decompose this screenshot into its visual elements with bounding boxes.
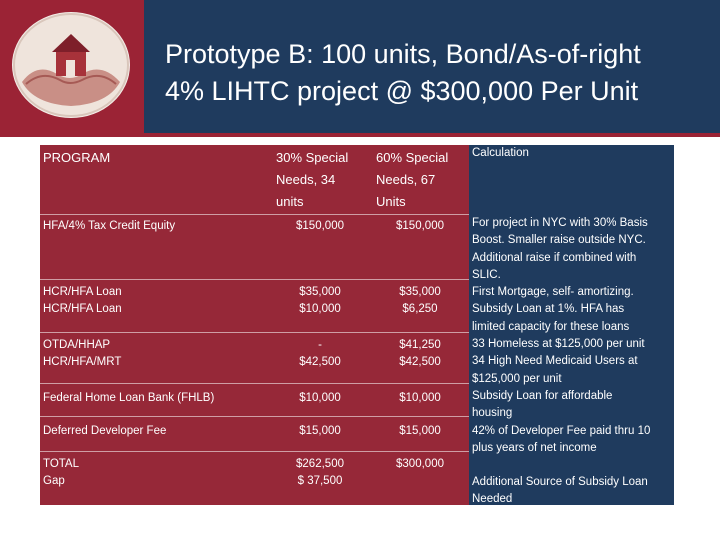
row-fhlb-label: Federal Home Loan Bank (FHLB) <box>43 392 215 404</box>
row-otda-60pct-line-2: $42,500 <box>399 356 441 368</box>
row-hcr-30pct-line-2: $10,000 <box>299 303 341 315</box>
header-60pct-line-3: Units <box>376 194 406 209</box>
row-hfa-60pct: $150,000 <box>396 220 444 232</box>
row-total-label-line-1: TOTAL <box>43 458 79 470</box>
header-calculation: Calculation <box>472 147 529 159</box>
row-separator <box>40 214 469 215</box>
row-hcr-60pct-line-2: $6,250 <box>402 303 438 315</box>
row-hfa-30pct: $150,000 <box>296 220 344 232</box>
calc-line: Additional raise if combined with <box>472 251 637 264</box>
row-hcr-label <box>43 284 268 318</box>
header-60pct <box>372 147 468 213</box>
row-hcr-60pct <box>372 284 468 318</box>
row-hcr-label-line-1: HCR/HFA Loan <box>43 286 122 298</box>
calc-line: limited capacity for these loans <box>472 320 630 333</box>
title-line-2: 4% LIHTC project @ $300,000 Per Unit <box>165 76 639 106</box>
row-otda-30pct-line-2: $42,500 <box>299 356 341 368</box>
header-60pct-line-1: 60% Special <box>376 150 449 165</box>
calc-line: 34 High Need Medicaid Users at <box>472 355 638 368</box>
row-separator <box>40 383 469 384</box>
row-hcr-30pct <box>272 284 368 318</box>
row-hcr-label-line-2: HCR/HFA Loan <box>43 303 122 315</box>
row-separator <box>40 416 469 417</box>
funding-table <box>40 145 674 505</box>
row-hcr-60pct-line-1: $35,000 <box>399 286 441 298</box>
row-otda-30pct-line-1: - <box>318 339 322 351</box>
title-line-1: Prototype B: 100 units, Bond/As-of-right <box>165 39 641 69</box>
row-hfa-label: HFA/4% Tax Credit Equity <box>43 220 176 232</box>
calc-line: Boost. Smaller raise outside NYC. <box>472 234 646 247</box>
row-deferred-label: Deferred Developer Fee <box>43 425 167 437</box>
calc-line: SLIC. <box>472 268 501 281</box>
row-total-label-line-2: Gap <box>43 475 65 487</box>
header-30pct-line-1: 30% Special <box>276 150 349 165</box>
calc-line: First Mortgage, self- amortizing. <box>472 286 634 299</box>
row-total-30pct-line-1: $262,500 <box>296 458 344 470</box>
row-fhlb-60pct: $10,000 <box>399 392 441 404</box>
row-otda-30pct <box>272 337 368 371</box>
row-otda-60pct-line-1: $41,250 <box>399 339 441 351</box>
row-total-60pct-line-1: $300,000 <box>396 458 444 470</box>
row-otda-label-line-1: OTDA/HHAP <box>43 339 111 351</box>
row-total-30pct <box>272 456 368 490</box>
header-30pct <box>272 147 368 213</box>
header-30pct-line-2: Needs, 34 <box>276 172 336 187</box>
header-30pct-line-3: units <box>276 194 304 209</box>
calc-line: Subsidy Loan at 1%. HFA has <box>472 303 625 316</box>
calculation-notes <box>472 215 672 457</box>
house-hands-icon <box>12 12 130 118</box>
row-total-30pct-line-2: $ 37,500 <box>297 475 343 487</box>
row-fhlb-30pct: $10,000 <box>299 392 341 404</box>
row-separator <box>40 451 469 452</box>
calc-line: 42% of Developer Fee paid thru 10 <box>472 424 651 437</box>
house-in-hands-logo <box>12 12 130 118</box>
row-hcr-30pct-line-1: $35,000 <box>299 286 341 298</box>
calc-line: Subsidy Loan for affordable <box>472 389 613 402</box>
row-otda-60pct <box>372 337 468 371</box>
calc-line: 33 Homeless at $125,000 per unit <box>472 338 645 351</box>
calc-line: plus years of net income <box>472 441 597 454</box>
row-deferred-30pct: $15,000 <box>299 425 341 437</box>
row-otda-label <box>43 337 268 371</box>
row-separator <box>40 279 469 280</box>
row-total-60pct <box>372 456 468 473</box>
header-divider <box>0 133 720 137</box>
page-title <box>165 36 705 110</box>
calc-line: housing <box>472 407 513 420</box>
calc-line: For project in NYC with 30% Basis <box>472 217 648 229</box>
calc-line: $125,000 per unit <box>472 372 562 385</box>
logo-panel <box>0 0 144 133</box>
row-otda-label-line-2: HCR/HFA/MRT <box>43 356 122 368</box>
row-deferred-60pct: $15,000 <box>399 425 441 437</box>
header-program: PROGRAM <box>43 150 111 165</box>
calc-gap-line-2: Needed <box>472 493 513 506</box>
calculation-gap-note <box>472 474 672 509</box>
row-separator <box>40 332 469 333</box>
row-total-label <box>43 456 268 490</box>
header-60pct-line-2: Needs, 67 <box>376 172 436 187</box>
calc-gap-line-1: Additional Source of Subsidy Loan <box>472 476 648 488</box>
